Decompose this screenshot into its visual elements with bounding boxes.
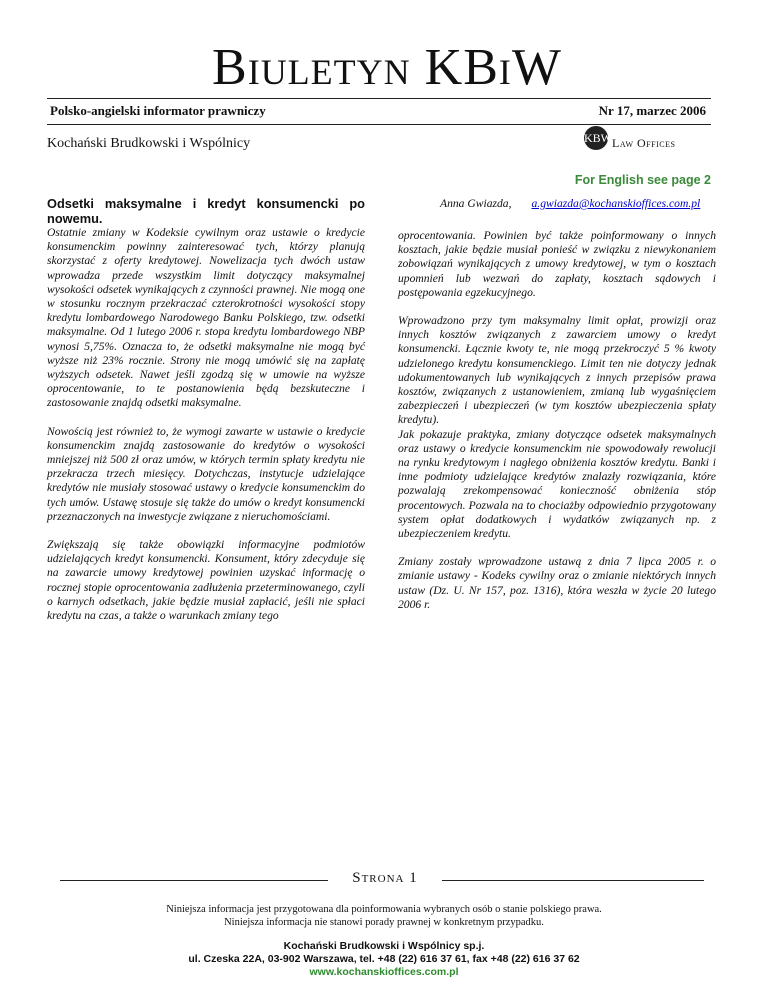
newsletter-subtitle: Polsko-angielski informator prawniczy <box>50 103 266 118</box>
disclaimer-line-1: Niniejsza informacja jest przygotowana dla poinformowania wybranych osób o stanie polskiego prawa. <box>166 904 602 915</box>
header-rule-top <box>47 98 711 99</box>
article-paragraph: Zmiany zostały wprowadzone ustawą z dnia 7 lipca 2005 r. o zmianie ustawy - Kodeks cywilny oraz o zmianie niektórych innych ustaw (Dz. U. Nr 157, poz. 1316), która weszła w życie 20 lutego 2006 r. <box>398 555 716 611</box>
article-right-column <box>398 229 716 612</box>
logo-text: Law Offices <box>612 136 676 150</box>
article-paragraph: Jak pokazuje praktyka, zmiany dotyczące odsetek maksymalnych oraz ustawy o kredycie konsumenckim nie spowodowały rewolucji na rynku kredytowym i nagłego obniżenia kosztów kredytu. Banki i inne podmioty udzielające kredytów znalazły rozwiązania, które pozwalają zrekompensować konieczność obniżenia stóp procentowych. Pozwala na to chociażby odpowiednio przygotowany system opłat dodatkowych i wydatków związanych np. z ubezpieczeniem kredytu. <box>398 427 716 541</box>
author-name: Anna Gwiazda, <box>440 197 512 210</box>
footer-rule-right <box>442 880 704 881</box>
footer-website-link[interactable]: www.kochanskioffices.com.pl <box>309 966 459 978</box>
author-email-link[interactable]: a.gwiazda@kochanskioffices.com.pl <box>531 197 701 210</box>
footer-firm-name: Kochański Brudkowski i Wspólnicy sp.j. <box>283 940 485 952</box>
article-paragraph: Zwiększają się także obowiązki informacyjne podmiotów udzielających kredyt konsumencki. Konsument, który zdecyduje się na zawarcie umowy kredytowej powinien uzyskać informację o rocznej stopie oprocentowania zadłużenia przeterminowanego, czyli o karnych odsetkach, jakie będzie musiał zapłacić, jeśli nie spłaci kredytu na czas, a także o warunkach zmiany tego <box>47 538 365 623</box>
firm-logo <box>584 126 724 162</box>
header-rule-bottom <box>47 124 711 125</box>
logo-monogram-icon: KBW <box>584 126 608 150</box>
article-title: Odsetki maksymalne i kredyt konsumencki po nowemu. <box>47 196 365 226</box>
article-paragraph: oprocentowania. Powinien być także poinformowany o innych kosztach, jakie będzie musiał ponieść w związku z niewykonaniem zobowiązań wynikających z umowy kredytowej, w tym o kosztach upomnień lub wezwań do zapłaty, kosztach sądowych i postępowania egzekucyjnego. <box>398 229 716 299</box>
article-left-column <box>47 196 365 623</box>
article-paragraph: Wprowadzono przy tym maksymalny limit opłat, prowizji oraz innych kosztów związanych z zawarciem umowy o kredyt konsumencki. Łącznie kwoty te, nie mogą przekroczyć 5 % kwoty udzielonego kredytu konsumenckiego. Limit ten nie dotyczy jednak udokumentowanych lub wynikających z innych przepisów prawa kosztów, związanych z ustanowieniem, zmianą lub wygaśnięciem zabezpieczeń i ubezpieczeń (w tym kosztów ubezpieczenia spłaty kredytu). <box>398 314 716 427</box>
english-version-link[interactable]: For English see page 2 <box>574 173 711 187</box>
article-paragraph: Nowością jest również to, że wymogi zawarte w ustawie o kredycie konsumenckim znajdą zastosowanie do kredytów o wysokości mniejszej niż 500 zł oraz umów, w których termin spłaty kredytu nie przekracza trzech miesięcy. Dotychczas, instytucje udzielające kredytów nie musiały stosować ustawy o kredycie konsumenckim do tych umów. Ustawę stosuje się także do umów o kredyt konsumencki przeznaczonych na inwestycje związane z nieruchomościami. <box>47 424 365 523</box>
masthead-title: Biuletyn KBiW <box>212 39 562 96</box>
article-paragraph: Ostatnie zmiany w Kodeksie cywilnym oraz ustawie o kredycie konsumenckim powinny zainteresować tych, którzy planują skorzystać z oferty kredytowej. Nowelizacja tych dwóch ustaw wprowadza przede wszystkim limit dotyczący maksymalnej wysokości odsetek wynikających z czynności prawnej. Nie mogą one w stosunku rocznym przekraczać czterokrotności wysokości stopy kredytu lombardowego Narodowego Banku Polskiego, tzw. odsetki maksymalne. Od 1 lutego 2006 r. stopa kredytu lombardowego NBP wynosi 5,75%. Oznacza to, że odsetki maksymalne nie mogą być wyższe niż 23% rocznie. Strony nie mogą umówić się na zapłatę wyższych odsetek. Nawet jeśli zgodzą się w umowie na wyższe oprocentowanie, to te postanowienia będą bezskuteczne i zastosowanie znajdą odsetki maksymalne. <box>47 226 365 410</box>
issue-number: Nr 17, marzec 2006 <box>598 103 706 118</box>
author-line <box>440 197 700 210</box>
page-number: Strona 1 <box>352 870 418 886</box>
firm-name: Kochański Brudkowski i Wspólnicy <box>47 136 251 151</box>
disclaimer-line-2: Niniejsza informacja nie stanowi porady prawnej w konkretnym przypadku. <box>224 917 544 928</box>
footer-rule-left <box>60 880 328 881</box>
footer-address: ul. Czeska 22A, 03-902 Warszawa, tel. +48 (22) 616 37 61, fax +48 (22) 616 37 62 <box>188 953 580 965</box>
